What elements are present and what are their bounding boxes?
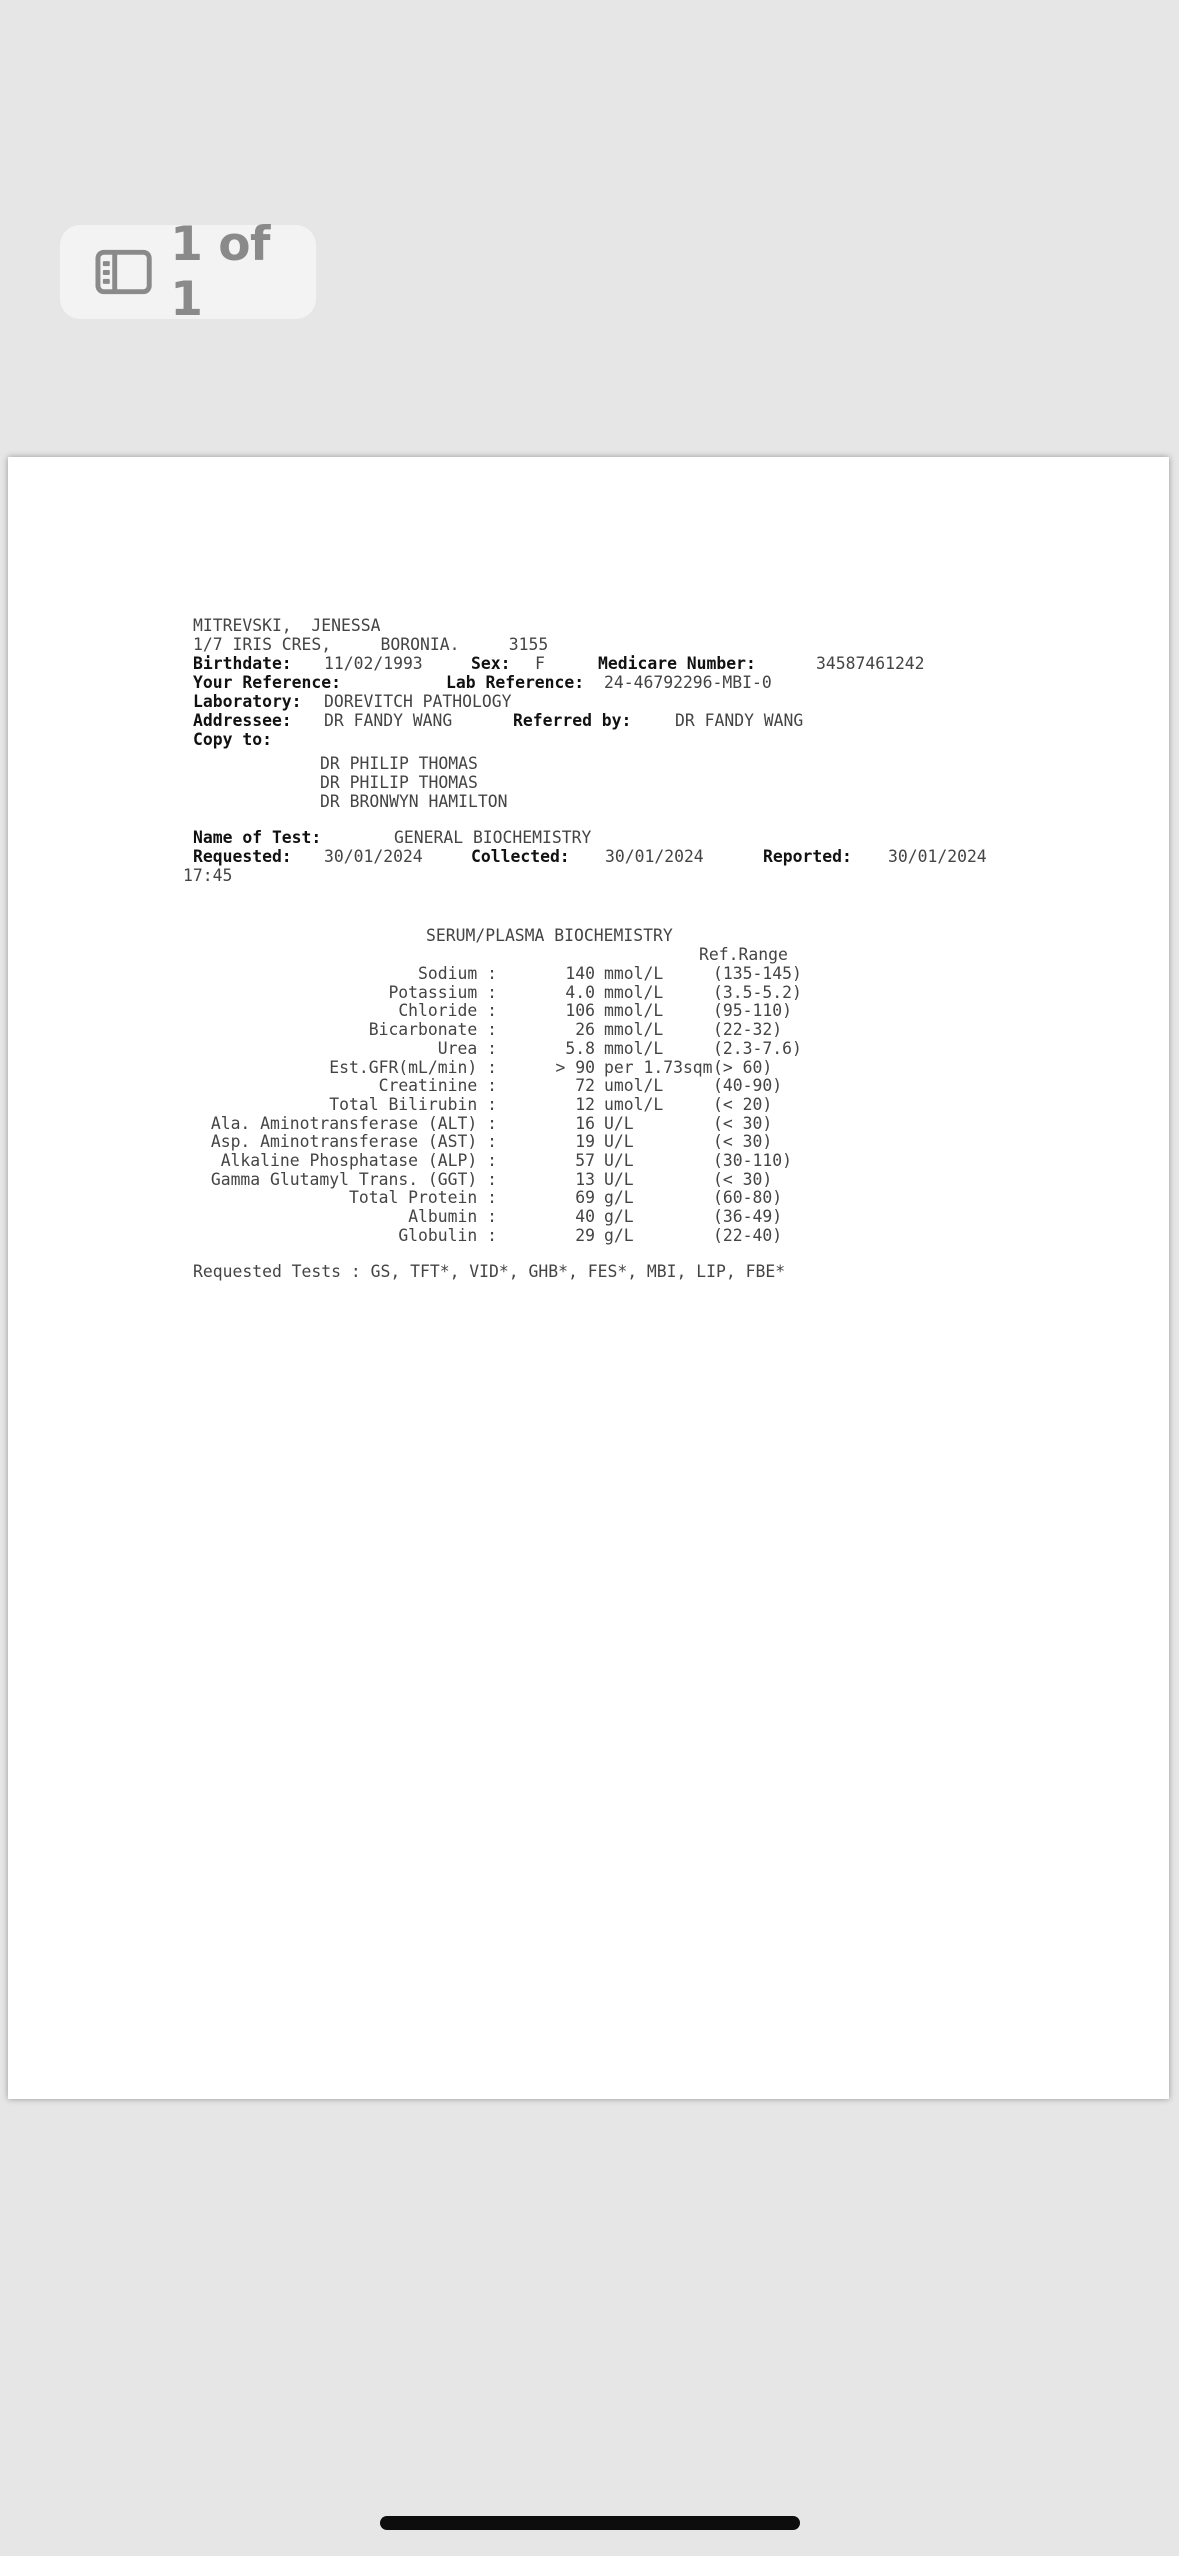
result-label: Bicarbonate : bbox=[368, 1020, 497, 1040]
section-title: SERUM/PLASMA BIOCHEMISTRY bbox=[426, 926, 673, 945]
result-unit: U/L bbox=[604, 1151, 634, 1170]
copy-to-item: DR BRONWYN HAMILTON bbox=[320, 792, 508, 811]
result-value: 19 bbox=[575, 1132, 595, 1152]
result-label: Asp. Aminotransferase (AST) : bbox=[210, 1132, 497, 1152]
result-label: Total Protein : bbox=[348, 1188, 497, 1208]
reported-time: 17:45 bbox=[183, 866, 233, 885]
result-label: Potassium : bbox=[388, 982, 497, 1002]
result-value: 72 bbox=[575, 1076, 595, 1096]
addressee-label: Addressee: bbox=[193, 711, 292, 730]
copy-to-label: Copy to: bbox=[193, 730, 272, 749]
result-value: 29 bbox=[575, 1225, 595, 1245]
result-unit: U/L bbox=[604, 1132, 634, 1152]
requested-tests: Requested Tests : GS, TFT*, VID*, GHB*, FES*, MBI, LIP, FBE* bbox=[193, 1262, 786, 1281]
result-unit: per 1.73sqm bbox=[604, 1057, 713, 1077]
page-count: 1 of 1 bbox=[170, 217, 270, 327]
result-value: 5.8 bbox=[565, 1038, 595, 1058]
result-label: Total Bilirubin : bbox=[329, 1094, 497, 1114]
sidebar-icon bbox=[95, 249, 152, 295]
collected-label: Collected: bbox=[471, 847, 570, 866]
result-range: (< 30) bbox=[713, 1113, 773, 1133]
result-range: (40-90) bbox=[713, 1076, 783, 1096]
result-value: 4.0 bbox=[565, 982, 595, 1002]
result-value: 106 bbox=[565, 1001, 595, 1021]
result-range: (95-110) bbox=[713, 1001, 792, 1021]
copy-to-item: DR PHILIP THOMAS bbox=[320, 773, 478, 792]
result-label: Ala. Aminotransferase (ALT) : bbox=[210, 1113, 497, 1133]
result-unit: g/L bbox=[604, 1207, 634, 1227]
result-unit: mmol/L bbox=[604, 1001, 664, 1021]
result-value: 69 bbox=[575, 1188, 595, 1208]
result-range: (< 30) bbox=[713, 1132, 773, 1152]
result-value: > 90 bbox=[555, 1057, 595, 1077]
result-unit: umol/L bbox=[604, 1094, 664, 1114]
result-label: Alkaline Phosphatase (ALP) : bbox=[220, 1151, 497, 1170]
result-range: (2.3-7.6) bbox=[713, 1038, 802, 1058]
referred-by-value: DR FANDY WANG bbox=[675, 711, 804, 730]
result-range: (36-49) bbox=[713, 1207, 783, 1227]
result-label: Globulin : bbox=[398, 1225, 497, 1245]
reported-label: Reported: bbox=[763, 847, 852, 866]
home-indicator[interactable] bbox=[380, 2516, 800, 2530]
result-range: (> 60) bbox=[713, 1057, 773, 1077]
result-label: Est.GFR(mL/min) : bbox=[329, 1057, 497, 1077]
result-unit: U/L bbox=[604, 1113, 634, 1133]
result-value: 26 bbox=[575, 1020, 595, 1040]
report-content bbox=[8, 457, 1169, 2099]
laboratory-label: Laboratory: bbox=[193, 692, 302, 711]
result-value: 140 bbox=[565, 964, 595, 983]
result-value: 12 bbox=[575, 1094, 595, 1114]
your-reference-label: Your Reference: bbox=[193, 673, 342, 692]
result-unit: mmol/L bbox=[604, 982, 664, 1002]
birthdate-value: 11/02/1993 bbox=[324, 654, 423, 673]
medicare-value: 34587461242 bbox=[816, 654, 925, 673]
result-range: (135-145) bbox=[713, 964, 802, 983]
laboratory-value: DOREVITCH PATHOLOGY bbox=[324, 692, 512, 711]
result-unit: mmol/L bbox=[604, 1020, 664, 1040]
patient-name: MITREVSKI, JENESSA bbox=[193, 616, 381, 635]
result-unit: g/L bbox=[604, 1188, 634, 1208]
test-name-value: GENERAL BIOCHEMISTRY bbox=[394, 828, 592, 847]
result-label: Gamma Glutamyl Trans. (GGT) : bbox=[210, 1169, 497, 1189]
result-unit: mmol/L bbox=[604, 964, 664, 983]
result-label: Albumin : bbox=[408, 1207, 497, 1227]
copy-to-item: DR PHILIP THOMAS bbox=[320, 754, 478, 773]
birthdate-label: Birthdate: bbox=[193, 654, 292, 673]
result-range: (< 30) bbox=[713, 1169, 773, 1189]
ref-range-header: Ref.Range bbox=[699, 945, 788, 964]
sex-value: F bbox=[535, 654, 545, 673]
patient-address: 1/7 IRIS CRES, BORONIA. 3155 bbox=[193, 635, 549, 654]
result-value: 57 bbox=[575, 1151, 595, 1170]
requested-value: 30/01/2024 bbox=[324, 847, 423, 866]
result-value: 40 bbox=[575, 1207, 595, 1227]
result-range: (3.5-5.2) bbox=[713, 982, 802, 1002]
result-label: Chloride : bbox=[398, 1001, 497, 1021]
result-range: (30-110) bbox=[713, 1151, 792, 1170]
result-value: 16 bbox=[575, 1113, 595, 1133]
result-range: (22-40) bbox=[713, 1225, 783, 1245]
lab-reference-label: Lab Reference: bbox=[446, 673, 585, 692]
result-label: Creatinine : bbox=[378, 1076, 497, 1096]
collected-value: 30/01/2024 bbox=[605, 847, 704, 866]
reported-value: 30/01/2024 bbox=[888, 847, 987, 866]
sex-label: Sex: bbox=[471, 654, 511, 673]
result-unit: mmol/L bbox=[604, 1038, 664, 1058]
requested-label: Requested: bbox=[193, 847, 292, 866]
referred-by-label: Referred by: bbox=[513, 711, 632, 730]
result-label: Urea : bbox=[437, 1038, 497, 1058]
result-unit: g/L bbox=[604, 1225, 634, 1245]
document-page bbox=[8, 457, 1169, 2099]
medicare-label: Medicare Number: bbox=[598, 654, 756, 673]
addressee-value: DR FANDY WANG bbox=[324, 711, 453, 730]
result-range: (22-32) bbox=[713, 1020, 783, 1040]
result-label: Sodium : bbox=[418, 964, 497, 983]
page-indicator[interactable] bbox=[60, 217, 316, 327]
lab-reference-value: 24-46792296-MBI-0 bbox=[604, 673, 772, 692]
result-range: (60-80) bbox=[713, 1188, 783, 1208]
result-range: (< 20) bbox=[713, 1094, 773, 1114]
result-unit: umol/L bbox=[604, 1076, 664, 1096]
test-name-label: Name of Test: bbox=[193, 828, 322, 847]
result-unit: U/L bbox=[604, 1169, 634, 1189]
result-value: 13 bbox=[575, 1169, 595, 1189]
